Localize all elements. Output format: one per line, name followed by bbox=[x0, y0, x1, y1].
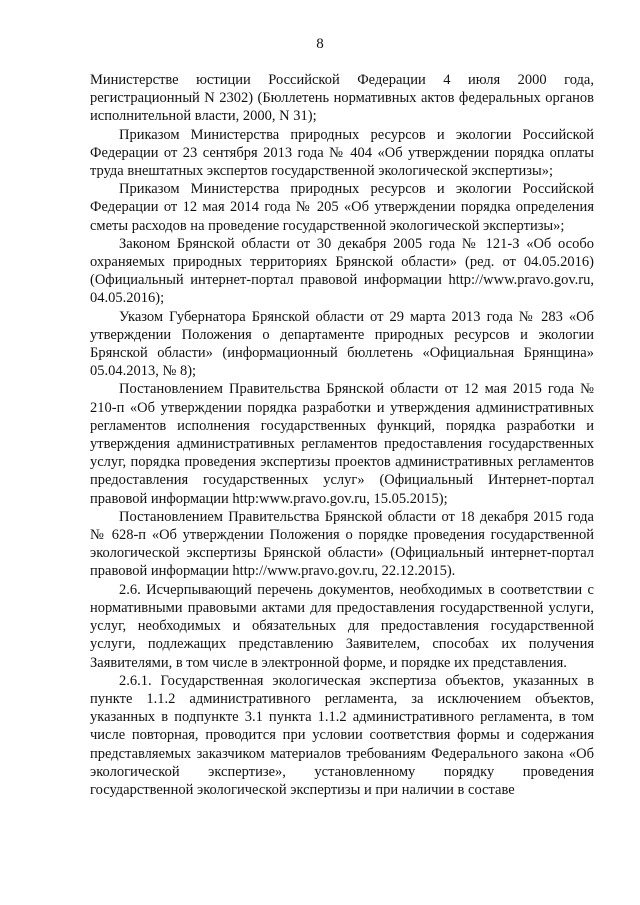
page-number: 8 bbox=[316, 36, 324, 52]
paragraph: Приказом Министерства природных ресурсов и экологии Российской Федерации от 12 мая 2014 года № 205 «Об утверждении порядка определения сметы расходов на проведение государственной экологической экспертизы»; bbox=[90, 181, 594, 234]
paragraph: Указом Губернатора Брянской области от 29 марта 2013 года № 283 «Об утверждении Положения о департаменте природных ресурсов и экологии Брянской области» (информационный бюллетень «Официальная Брянщина» 05.04.2013, № 8); bbox=[90, 308, 594, 380]
paragraph: Министерстве юстиции Российской Федерации 4 июля 2000 года, регистрационный N 2302) (Бюллетень нормативных актов федеральных органов исполнительной власти, 2000, N 31); bbox=[90, 72, 594, 125]
body-text bbox=[90, 71, 594, 799]
paragraph: 2.6. Исчерпывающий перечень документов, необходимых в соответствии с нормативными правовыми актами для предоставления государственной услуги, услуг, необходимых и обязательных для предоставления государственной услуги, подлежащих представлению Заявителем, способах их получения Заявителями, в том числе в электронной форме, и порядке их представления. bbox=[90, 581, 594, 671]
paragraph: Постановлением Правительства Брянской области от 18 декабря 2015 года № 628-п «Об утверждении Положения о порядке проведения государственной экологической экспертизы Брянской области» (Официальный интернет-портал правовой информации http://www.pravo.gov.ru, 22.12.2015). bbox=[90, 508, 594, 580]
paragraph: Постановлением Правительства Брянской области от 12 мая 2015 года № 210-п «Об утверждении порядка разработки и утверждения административных регламентов исполнения государственных функций, порядка разработки и утверждения административных регламентов предоставления государственных услуг, порядка проведения экспертизы проектов административных регламентов предоставления государственных услуг» (Официальный Интернет-портал правовой информации http:www.pravo.gov.ru, 15.05.2015); bbox=[90, 381, 594, 507]
paragraph: 2.6.1. Государственная экологическая экспертиза объектов, указанных в пункте 1.1.2 административного регламента, за исключением объектов, указанных в подпункте 3.1 пункта 1.1.2 административного регламента, в том числе повторная, проводится при условии соответствия формы и содержания представляемых заказчиком материалов требованиям Федерального закона «Об экологической экспертизе», установленному порядку проведения государственной экологической экспертизы и при наличии в составе bbox=[90, 672, 594, 798]
paragraph: Приказом Министерства природных ресурсов и экологии Российской Федерации от 23 сентября 2013 года № 404 «Об утверждении порядка оплаты труда внештатных экспертов государственной экологической экспертизы»; bbox=[90, 126, 594, 180]
paragraph: Законом Брянской области от 30 декабря 2005 года № 121-З «Об особо охраняемых природных территориях Брянской области» (ред. от 04.05.2016) (Официальный интернет-портал правовой информации http://www.pravo.gov.ru, 04.05.2016); bbox=[90, 235, 594, 307]
